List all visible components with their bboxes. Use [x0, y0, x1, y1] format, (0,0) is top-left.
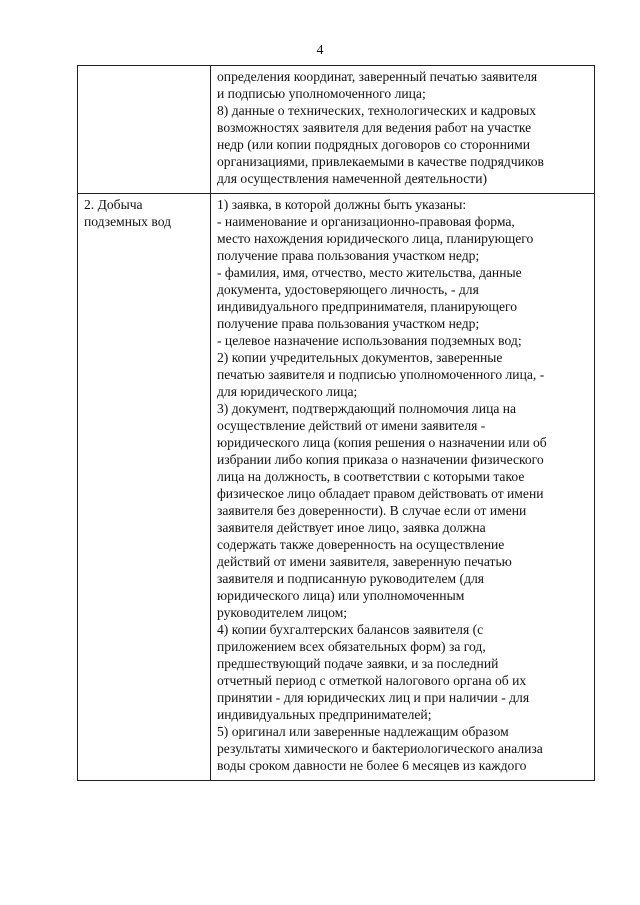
text-line: возможностях заявителя для ведения работ на участке	[217, 120, 532, 135]
text-line: недр (или копии подрядных договоров со сторонними	[217, 137, 530, 152]
text-line: отчетный период с отметкой налогового органа об их	[217, 673, 527, 688]
text-line: принятии - для юридических лиц и при наличии - для	[217, 690, 530, 705]
table-row	[78, 194, 595, 781]
text-line: заявителя без доверенности). В случае если от имени	[217, 503, 527, 518]
text-line: индивидуальных предпринимателей;	[217, 707, 432, 722]
text-line: печатью заявителя и подписью уполномоченного лица, -	[217, 367, 545, 382]
text-line: юридического лица) или уполномоченным	[217, 588, 465, 603]
text-line: индивидуального предпринимателя, планирующего	[217, 299, 518, 314]
page-number: 4	[316, 43, 324, 58]
text-line: руководителем лицом;	[217, 605, 348, 620]
text-line: заявителя и подписанную руководителем (для	[217, 571, 485, 586]
row2-left-cell	[78, 194, 211, 781]
text-line: организациями, привлекаемыми в качестве подрядчиков	[217, 154, 544, 169]
text-line: - наименование и организационно-правовая форма,	[217, 214, 515, 229]
text-line: результаты химического и бактериологического анализа	[217, 741, 543, 756]
text-line: 2) копии учредительных документов, заверенные	[217, 350, 503, 365]
text-line: 4) копии бухгалтерских балансов заявителя (с	[217, 622, 484, 637]
text-line: содержать также доверенность на осуществление	[217, 537, 505, 552]
text-line: 5) оригинал или заверенные надлежащим образом	[217, 724, 509, 739]
text-line: документа, удостоверяющего личность, - для	[217, 282, 479, 297]
text-line: получение права пользования участком недр;	[217, 316, 480, 331]
text-line: и подписью уполномоченного лица;	[217, 86, 426, 101]
table-row	[78, 66, 595, 194]
text-line: 3) документ, подтверждающий полномочия лица на	[217, 401, 517, 416]
text-line: воды сроком давности не более 6 месяцев из каждого	[217, 758, 527, 773]
text-line: лица на должность, в соответствии с которыми такое	[217, 469, 525, 484]
text-line: заявителя действует иное лицо, заявка должна	[217, 520, 486, 535]
text-line: физическое лицо обладает правом действовать от имени	[217, 486, 544, 501]
text-line: для осуществления намеченной деятельности)	[217, 171, 488, 186]
text-line: получение права пользования участком недр;	[217, 248, 480, 263]
text-line: действий от имени заявителя, заверенную печатью	[217, 554, 512, 569]
text-line: предшествующий подаче заявки, и за последний	[217, 656, 499, 671]
text-line: избрании либо копия приказа о назначении физического	[217, 452, 544, 467]
text-line: - целевое назначение использования подземных вод;	[217, 333, 522, 348]
row1-left-cell	[78, 66, 211, 194]
text-line: 8) данные о технических, технологических и кадровых	[217, 103, 537, 118]
category-label: подземных вод	[84, 214, 172, 229]
row2-right-cell	[211, 194, 595, 781]
text-line: 1) заявка, в которой должны быть указаны:	[217, 197, 467, 212]
requirements-table	[77, 65, 595, 781]
category-label: 2. Добыча	[84, 197, 143, 212]
text-line: приложением всех обязательных форм) за год,	[217, 639, 486, 654]
text-line: определения координат, заверенный печатью заявителя	[217, 69, 538, 84]
text-line: юридического лица (копия решения о назначении или об	[217, 435, 547, 450]
text-line: для юридического лица;	[217, 384, 358, 399]
text-line: осуществление действий от имени заявителя -	[217, 418, 486, 433]
text-line: - фамилия, имя, отчество, место жительства, данные	[217, 265, 522, 280]
row1-right-cell	[211, 66, 595, 194]
text-line: место нахождения юридического лица, планирующего	[217, 231, 534, 246]
